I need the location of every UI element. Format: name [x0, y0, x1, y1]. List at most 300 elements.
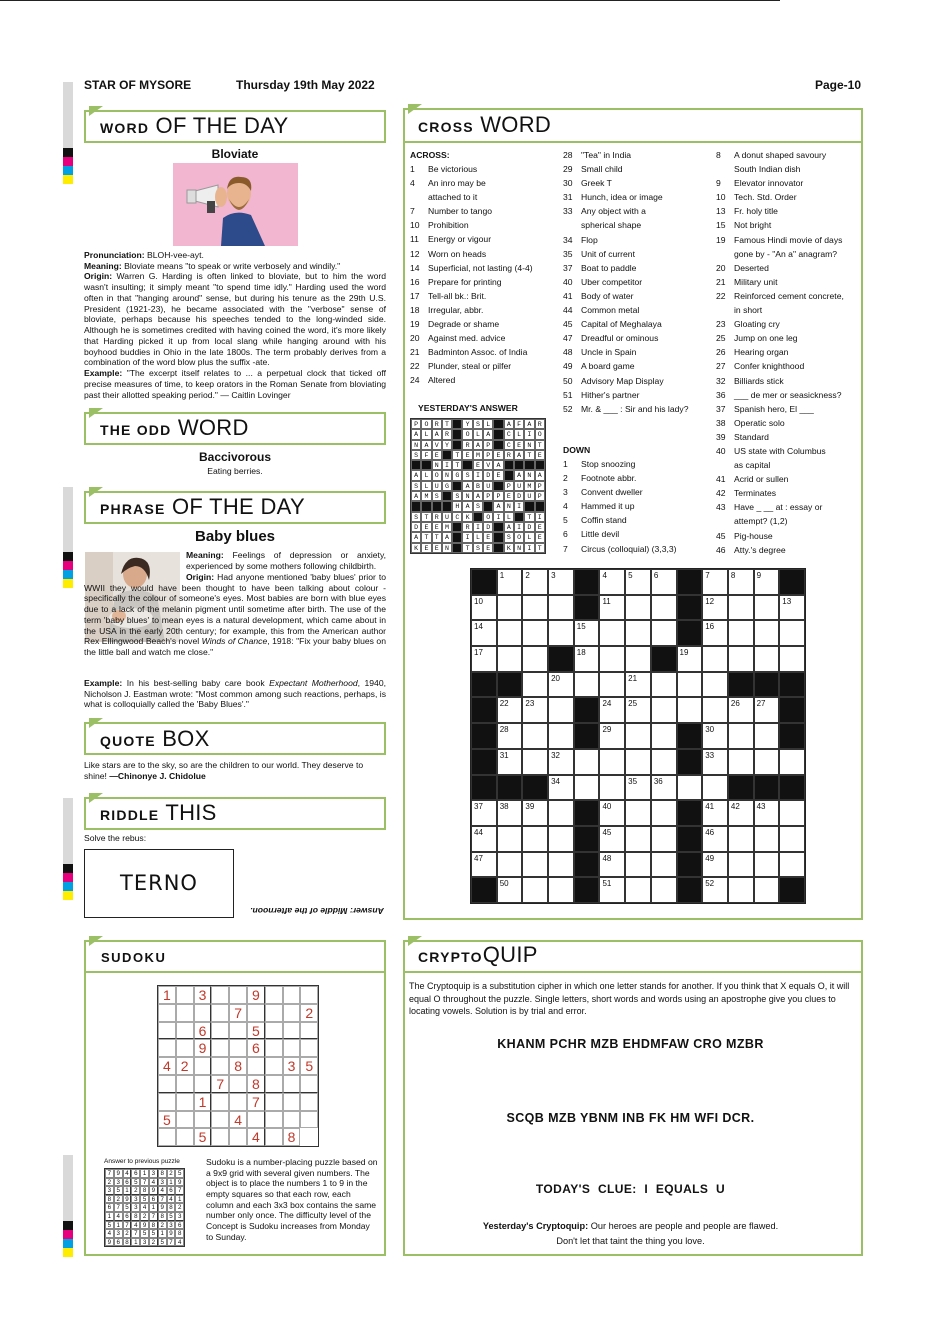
crossword-cell: [471, 877, 497, 903]
answer-cell: R: [442, 429, 452, 439]
sudoku-cell: 6: [194, 1022, 212, 1040]
sudoku-cell[interactable]: [176, 1111, 194, 1129]
crossword-cell[interactable]: [728, 749, 754, 775]
crossword-cell[interactable]: [522, 620, 548, 646]
crossword-cell[interactable]: [522, 877, 548, 903]
crossword-cell[interactable]: [702, 800, 728, 826]
answer-cell: E: [462, 450, 472, 460]
sudoku-cell: 4: [158, 1186, 167, 1195]
answer-cell: [462, 460, 472, 470]
answer-cell: S: [462, 470, 472, 480]
crossword-cell[interactable]: [548, 620, 574, 646]
sudoku-cell[interactable]: [211, 1057, 229, 1075]
clue-number: 43: [716, 502, 726, 513]
answer-cell: E: [514, 440, 524, 450]
clue-row: [563, 218, 688, 232]
cell-number: 14: [474, 622, 483, 632]
crossword-cell[interactable]: [651, 749, 677, 775]
crossword-cell[interactable]: [497, 826, 523, 852]
sudoku-cell[interactable]: [176, 986, 194, 1004]
crossword-cell: [677, 877, 703, 903]
sudoku-cell[interactable]: [300, 1075, 318, 1093]
clue-number: 46: [716, 544, 726, 555]
crossword-cell[interactable]: [599, 877, 625, 903]
crossword-cell[interactable]: [522, 646, 548, 672]
crossword-cell[interactable]: [625, 826, 651, 852]
crossword-cell[interactable]: [702, 672, 728, 698]
crossword-cell[interactable]: [548, 672, 574, 698]
sudoku-cell[interactable]: [158, 1128, 176, 1146]
clue-number: 33: [563, 206, 573, 217]
crossword-cell[interactable]: [522, 672, 548, 698]
crossword-cell[interactable]: [728, 646, 754, 672]
sudoku-cell[interactable]: [265, 986, 283, 1004]
sudoku-cell[interactable]: [176, 1128, 194, 1146]
clue-row: [410, 204, 533, 218]
clue-number: 34: [563, 234, 573, 245]
crossword-cell[interactable]: [728, 697, 754, 723]
sudoku-cell[interactable]: [229, 986, 247, 1004]
crossword-cell[interactable]: [651, 800, 677, 826]
sudoku-cell[interactable]: [211, 1111, 229, 1129]
crossword-cell[interactable]: [779, 749, 805, 775]
crossword-cell[interactable]: [677, 775, 703, 801]
sudoku-cell[interactable]: [211, 1022, 229, 1040]
crossword-cell[interactable]: [574, 646, 600, 672]
clue-row: [563, 457, 677, 471]
crossword-cell[interactable]: [702, 749, 728, 775]
crossword-cell[interactable]: [497, 595, 523, 621]
crossword-cell[interactable]: [702, 646, 728, 672]
yesterday-answer-grid: [410, 418, 546, 554]
clue-row: [410, 373, 533, 387]
crossword-cell[interactable]: [728, 595, 754, 621]
sudoku-cell[interactable]: [176, 1039, 194, 1057]
crossword-cell[interactable]: [625, 749, 651, 775]
crossword-cell[interactable]: [754, 852, 780, 878]
clue-text: Greek T: [581, 178, 612, 189]
clue-number: 2: [563, 473, 568, 484]
yesterday-answer-label: YESTERDAY'S ANSWER: [418, 403, 518, 413]
crossword-cell[interactable]: [522, 826, 548, 852]
crossword-cell[interactable]: [728, 569, 754, 595]
answer-cell: [493, 440, 503, 450]
crossword-cell[interactable]: [599, 775, 625, 801]
sudoku-cell: 5: [123, 1203, 132, 1212]
crossword-cell[interactable]: [599, 800, 625, 826]
sudoku-cell: 1: [131, 1238, 140, 1247]
crossword-cell: [574, 697, 600, 723]
crossword-cell[interactable]: [651, 877, 677, 903]
crossword-cell[interactable]: [471, 595, 497, 621]
sudoku-cell[interactable]: [194, 1057, 212, 1075]
crossword-cell[interactable]: [471, 852, 497, 878]
clue-number: 11: [410, 234, 419, 245]
sudoku-cell: 2: [140, 1212, 149, 1221]
crossword-cell[interactable]: [625, 595, 651, 621]
clue-number: 37: [716, 403, 726, 414]
sudoku-cell[interactable]: [283, 1075, 301, 1093]
crossword-cell[interactable]: [728, 620, 754, 646]
cell-number: 39: [525, 802, 535, 812]
sudoku-cell[interactable]: [300, 986, 318, 1004]
crossword-cell[interactable]: [471, 800, 497, 826]
crossword-cell[interactable]: [599, 749, 625, 775]
crossword-cell[interactable]: [754, 569, 780, 595]
crossword-cell[interactable]: [471, 646, 497, 672]
clue-row: [563, 247, 688, 261]
crossword-cell[interactable]: [779, 852, 805, 878]
clue-number: 14: [410, 262, 420, 273]
crossword-cell[interactable]: [779, 595, 805, 621]
down-heading: DOWN: [563, 445, 591, 455]
sudoku-cell[interactable]: [229, 1075, 247, 1093]
answer-cell: L: [421, 470, 431, 480]
clue-text: Be victorious: [428, 164, 478, 174]
crossword-cell[interactable]: [548, 697, 574, 723]
clue-number: 17: [410, 290, 420, 301]
cell-number: 6: [653, 571, 659, 580]
sudoku-cell: 1: [158, 1229, 167, 1238]
crossword-cell[interactable]: [754, 620, 780, 646]
sudoku-cell[interactable]: [265, 1004, 283, 1022]
sudoku-cell[interactable]: [194, 1075, 212, 1093]
clue-number: 5: [563, 515, 568, 526]
cell-number: 10: [474, 596, 483, 606]
crossword-cell[interactable]: [779, 800, 805, 826]
crossword-cell[interactable]: [728, 800, 754, 826]
crossword-cell[interactable]: [754, 723, 780, 749]
crossword-cell[interactable]: [548, 800, 574, 826]
sudoku-cell: 8: [283, 1128, 301, 1146]
sudoku-cell[interactable]: [265, 1111, 283, 1129]
sudoku-cell[interactable]: [229, 1128, 247, 1146]
answer-cell: O: [514, 532, 524, 542]
crossword-cell[interactable]: [497, 877, 523, 903]
crossword-cell[interactable]: [522, 697, 548, 723]
answer-cell: E: [421, 543, 431, 553]
sudoku-cell[interactable]: [265, 1093, 283, 1111]
sudoku-cell[interactable]: [158, 1075, 176, 1093]
crossword-cell: [471, 672, 497, 698]
crossword-cell[interactable]: [497, 569, 523, 595]
crossword-cell[interactable]: [599, 595, 625, 621]
answer-cell: A: [473, 491, 483, 501]
crossword-cell[interactable]: [548, 775, 574, 801]
clue-row: [716, 218, 844, 232]
answer-cell: O: [432, 470, 442, 480]
crossword-cell[interactable]: [779, 826, 805, 852]
sudoku-cell[interactable]: [283, 1111, 301, 1129]
quote-title: QUOTE BOX: [100, 726, 210, 751]
sudoku-cell[interactable]: [211, 1128, 229, 1146]
answer-cell: M: [421, 491, 431, 501]
crossword-cell[interactable]: [702, 826, 728, 852]
sudoku-cell: 9: [123, 1195, 132, 1204]
sudoku-cell[interactable]: [211, 986, 229, 1004]
cell-number: 11: [602, 596, 611, 606]
sudoku-cell[interactable]: [283, 1004, 301, 1022]
crossword-cell[interactable]: [548, 826, 574, 852]
crossword-cell[interactable]: [497, 800, 523, 826]
crossword-cell[interactable]: [522, 852, 548, 878]
clue-number: 3: [563, 487, 568, 498]
clue-number: 42: [716, 488, 726, 499]
sudoku-cell: 9: [114, 1169, 123, 1178]
reg-black: [63, 552, 73, 561]
crossword-cell[interactable]: [599, 723, 625, 749]
sudoku-cell[interactable]: [247, 1004, 265, 1022]
answer-cell: [504, 470, 514, 480]
crossword-cell[interactable]: [522, 595, 548, 621]
answer-cell: T: [452, 450, 462, 460]
clue-text: Capital of Meghalaya: [581, 319, 662, 330]
clue-number: 10: [716, 192, 726, 203]
answer-cell: I: [473, 470, 483, 480]
clue-number: 28: [563, 150, 573, 160]
sudoku-cell[interactable]: [194, 1111, 212, 1129]
crossword-cell[interactable]: [728, 877, 754, 903]
crossword-cell[interactable]: [522, 723, 548, 749]
crossword-cell[interactable]: [497, 620, 523, 646]
crossword-cell[interactable]: [599, 569, 625, 595]
crossword-cell[interactable]: [522, 800, 548, 826]
answer-cell: T: [421, 512, 431, 522]
sudoku-cell[interactable]: [211, 1093, 229, 1111]
clue-text: Military unit: [734, 276, 778, 287]
crossword-cell[interactable]: [754, 646, 780, 672]
sudoku-cell[interactable]: [211, 1004, 229, 1022]
sudoku-cell[interactable]: [194, 1004, 212, 1022]
sudoku-cell: 5: [149, 1229, 158, 1238]
crossword-cell[interactable]: [677, 646, 703, 672]
crossword-cell[interactable]: [754, 697, 780, 723]
crossword-cell[interactable]: [625, 877, 651, 903]
crossword-cell[interactable]: [625, 646, 651, 672]
answer-cell: S: [473, 543, 483, 553]
crossword-cell[interactable]: [625, 775, 651, 801]
clue-number: 27: [716, 361, 726, 372]
answer-cell: M: [442, 522, 452, 532]
clue-number: 44: [563, 305, 573, 316]
clue-text: A donut shaped savoury: [734, 150, 827, 160]
crossword-cell[interactable]: [522, 749, 548, 775]
sudoku-cell[interactable]: [211, 1039, 229, 1057]
crossword-cell[interactable]: [497, 852, 523, 878]
crossword-cell[interactable]: [574, 672, 600, 698]
crossword-cell[interactable]: [599, 672, 625, 698]
crossword-cell[interactable]: [702, 852, 728, 878]
sudoku-cell[interactable]: [229, 1093, 247, 1111]
clue-number: 25: [716, 333, 726, 344]
crossword-cell[interactable]: [651, 775, 677, 801]
sudoku-cell[interactable]: [158, 1022, 176, 1040]
crossword-cell[interactable]: [599, 646, 625, 672]
crossword-cell[interactable]: [651, 826, 677, 852]
crossword-cell[interactable]: [702, 595, 728, 621]
sudoku-cell: 2: [114, 1195, 123, 1204]
sudoku-cell[interactable]: [283, 1022, 301, 1040]
sudoku-cell: 2: [131, 1186, 140, 1195]
crossword-cell[interactable]: [574, 775, 600, 801]
crossword-cell[interactable]: [702, 569, 728, 595]
sudoku-cell: 1: [105, 1212, 114, 1221]
crossword-cell[interactable]: [599, 620, 625, 646]
sudoku-cell[interactable]: [300, 1039, 318, 1057]
clue-row: [716, 247, 844, 261]
crossword-cell[interactable]: [754, 826, 780, 852]
sudoku-cell[interactable]: [265, 1057, 283, 1075]
crossword-cell[interactable]: [625, 672, 651, 698]
crossword-cell[interactable]: [677, 672, 703, 698]
sudoku-cell[interactable]: [300, 1111, 318, 1129]
crossword-cell[interactable]: [548, 723, 574, 749]
answer-cell: I: [493, 512, 503, 522]
crossword-cell[interactable]: [651, 697, 677, 723]
answer-cell: [421, 501, 431, 511]
crossword-cell[interactable]: [497, 646, 523, 672]
clue-number: 1: [410, 164, 415, 174]
crossword-cell[interactable]: [599, 826, 625, 852]
crossword-cell[interactable]: [548, 569, 574, 595]
clue-text: Have _ __ at : essay or: [734, 502, 823, 513]
clue-text: Spanish hero, El ___: [734, 403, 814, 414]
crossword-cell[interactable]: [625, 800, 651, 826]
answer-cell: F: [421, 450, 431, 460]
clue-number: 1: [563, 459, 568, 469]
clue-number: 16: [410, 276, 420, 287]
crossword-cell[interactable]: [779, 646, 805, 672]
crossword-cell[interactable]: [497, 697, 523, 723]
crossword-cell[interactable]: [702, 697, 728, 723]
answer-cell: A: [493, 460, 503, 470]
crossword-cell: [677, 723, 703, 749]
clue-text: attempt? (1,2): [734, 516, 788, 527]
sudoku-cell[interactable]: [265, 1022, 283, 1040]
sudoku-cell[interactable]: [283, 1039, 301, 1057]
crossword-cell[interactable]: [754, 749, 780, 775]
crossword-cell[interactable]: [548, 595, 574, 621]
crossword-cell[interactable]: [651, 723, 677, 749]
sudoku-cell[interactable]: [300, 1022, 318, 1040]
answer-cell: I: [473, 522, 483, 532]
crossword-cell[interactable]: [497, 749, 523, 775]
crossword-cell[interactable]: [702, 723, 728, 749]
crossword-cell[interactable]: [779, 620, 805, 646]
sudoku-cell[interactable]: [176, 1004, 194, 1022]
crossword-cell[interactable]: [651, 852, 677, 878]
answer-cell: S: [411, 481, 421, 491]
answer-cell: [535, 460, 545, 470]
crossword-cell[interactable]: [548, 749, 574, 775]
crossword-cell[interactable]: [754, 877, 780, 903]
sudoku-cell[interactable]: [176, 1022, 194, 1040]
sudoku-cell[interactable]: [247, 1057, 265, 1075]
crossword-cell[interactable]: [599, 852, 625, 878]
clue-text: Terminates: [734, 488, 777, 499]
crossword-cell[interactable]: [754, 595, 780, 621]
sudoku-cell[interactable]: [283, 986, 301, 1004]
answer-cell: F: [514, 419, 524, 429]
crossword-cell[interactable]: [497, 723, 523, 749]
crossword-cell[interactable]: [651, 672, 677, 698]
reg-black: [63, 148, 73, 157]
clue-number: 7: [563, 543, 568, 554]
crossword-cell[interactable]: [651, 620, 677, 646]
crossword-cell[interactable]: [471, 826, 497, 852]
crossword-cell[interactable]: [471, 620, 497, 646]
sudoku-cell[interactable]: [229, 1022, 247, 1040]
crossword-cell: [574, 723, 600, 749]
sudoku-cell[interactable]: [158, 1039, 176, 1057]
crossword-cell: [471, 775, 497, 801]
crossword-cell[interactable]: [548, 877, 574, 903]
sudoku-cell: 9: [158, 1203, 167, 1212]
sudoku-cell[interactable]: [158, 1093, 176, 1111]
crossword-cell: [497, 672, 523, 698]
answer-cell: K: [462, 512, 472, 522]
sudoku-cell[interactable]: [229, 1039, 247, 1057]
crossword-cell[interactable]: [677, 697, 703, 723]
answer-cell: A: [462, 501, 472, 511]
sudoku-cell[interactable]: [158, 1004, 176, 1022]
sudoku-cell[interactable]: [265, 1039, 283, 1057]
crossword-cell[interactable]: [625, 620, 651, 646]
crossword-cell[interactable]: [702, 620, 728, 646]
crossword-cell[interactable]: [754, 800, 780, 826]
sudoku-cell[interactable]: [265, 1075, 283, 1093]
sudoku-cell[interactable]: [283, 1093, 301, 1111]
crossword-cell[interactable]: [625, 697, 651, 723]
crossword-cell[interactable]: [548, 852, 574, 878]
crossword-cell[interactable]: [574, 620, 600, 646]
crossword-cell[interactable]: [625, 852, 651, 878]
crossword-cell[interactable]: [702, 775, 728, 801]
sudoku-cell: 4: [131, 1221, 140, 1230]
crossword-cell[interactable]: [625, 723, 651, 749]
crossword-cell[interactable]: [728, 723, 754, 749]
sudoku-cell[interactable]: [176, 1075, 194, 1093]
answer-cell: A: [473, 440, 483, 450]
crossword-cell[interactable]: [702, 877, 728, 903]
crossword-cell[interactable]: [728, 852, 754, 878]
crossword-cell[interactable]: [599, 697, 625, 723]
sudoku-cell[interactable]: [265, 1128, 283, 1146]
sudoku-cell: 8: [247, 1075, 265, 1093]
clue-row: [410, 345, 533, 359]
crossword-cell[interactable]: [651, 569, 677, 595]
answer-cell: N: [514, 543, 524, 553]
crossword-cell[interactable]: [625, 569, 651, 595]
crossword-cell[interactable]: [728, 826, 754, 852]
cell-number: 1: [499, 571, 505, 580]
sudoku-cell[interactable]: [247, 1111, 265, 1129]
crossword-cell[interactable]: [651, 595, 677, 621]
sudoku-cell: 1: [140, 1169, 149, 1178]
crossword-cell: [728, 672, 754, 698]
todays-clue: TODAY'S CLUE: I EQUALS U: [535, 1182, 726, 1196]
sudoku-cell[interactable]: [176, 1093, 194, 1111]
cell-number: 48: [602, 853, 612, 863]
answer-cell: R: [432, 419, 442, 429]
sudoku-cell[interactable]: [300, 1093, 318, 1111]
answer-cell: D: [483, 470, 493, 480]
reg-magenta: [63, 1230, 73, 1239]
sudoku-cell: 6: [167, 1186, 176, 1195]
crossword-cell[interactable]: [522, 569, 548, 595]
crossword-cell[interactable]: [574, 749, 600, 775]
reg-cyan: [63, 882, 73, 891]
